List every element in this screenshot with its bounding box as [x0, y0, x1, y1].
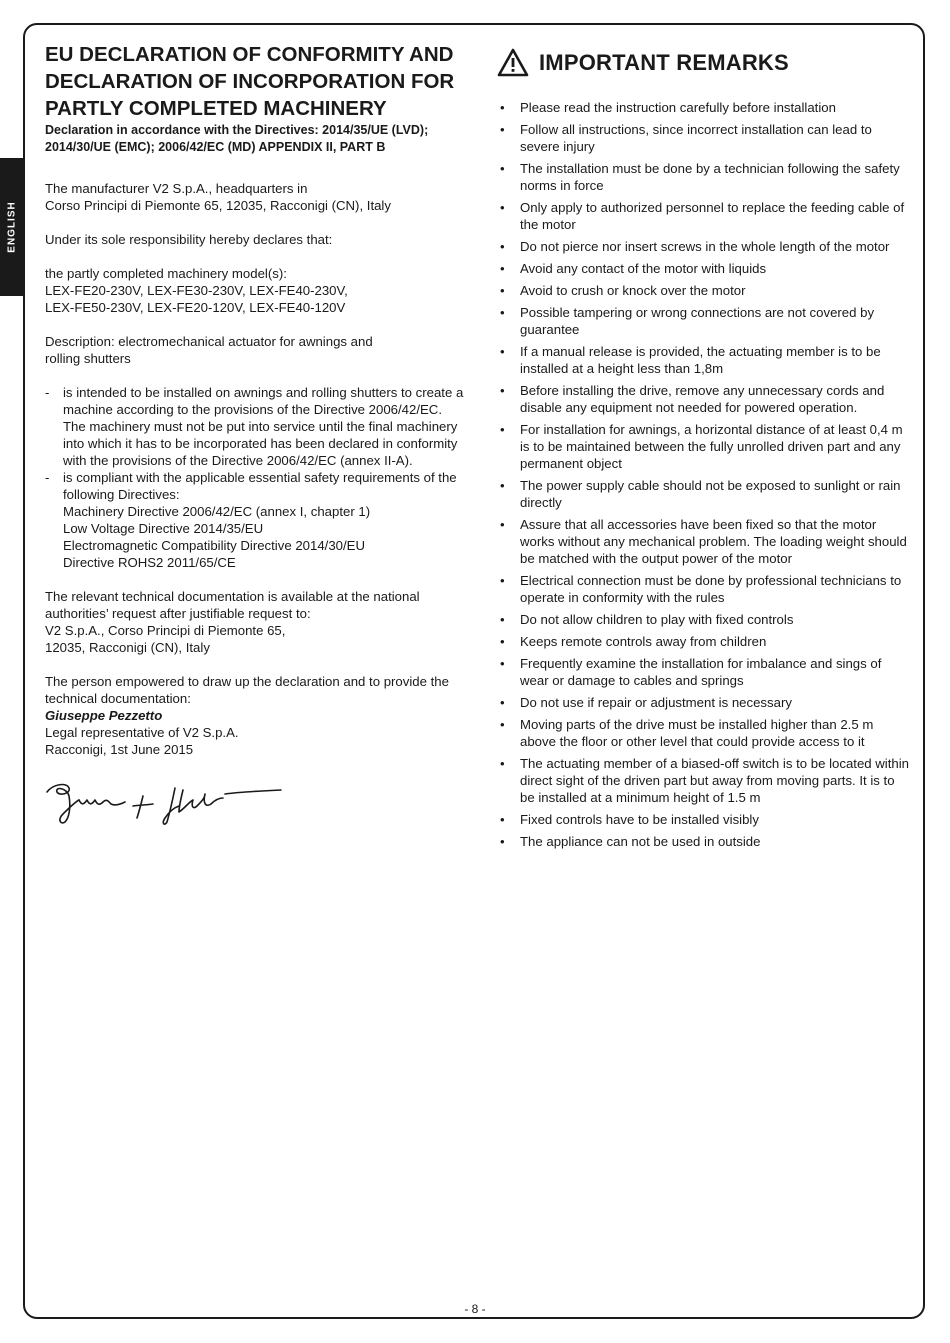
- signatory-role: Legal representative of V2 S.p.A.: [45, 725, 239, 740]
- bullet-dot: •: [500, 344, 505, 359]
- warning-triangle-icon: [497, 48, 529, 78]
- remarks-title: IMPORTANT REMARKS: [539, 50, 789, 75]
- directive-item: Low Voltage Directive 2014/35/EU: [63, 521, 264, 536]
- remark-item: [497, 611, 909, 628]
- dash-item-text: is intended to be installed on awnings and rolling shutters to create a machine according to the provisions of the Directive 2006/42/EC. The machinery must not be put into service until the final machinery into which it has to be incorporated has been declared in conformity with the provisions of the Directive 2006/42/EC (annex II-A).: [63, 385, 464, 468]
- remark-item: [497, 99, 909, 116]
- dash-marker: -: [45, 385, 50, 400]
- bullet-dot: •: [500, 383, 505, 398]
- language-tab-label: ENGLISH: [6, 201, 18, 253]
- declares-statement: Under its sole responsibility hereby declares that:: [45, 232, 333, 247]
- remark-item: [497, 260, 909, 277]
- remark-item: [497, 304, 909, 338]
- remark-item: [497, 477, 909, 511]
- remark-text: Electrical connection must be done by professional technicians to operate in conformity with the rules: [520, 573, 902, 605]
- remark-text: The installation must be done by a technician following the safety norms in force: [520, 161, 900, 193]
- remark-text: Before installing the drive, remove any unnecessary cords and disable any equipment not needed for powered operation.: [520, 383, 885, 415]
- remark-text: Please read the instruction carefully before installation: [520, 100, 836, 115]
- remark-text: Possible tampering or wrong connections are not covered by guarantee: [520, 305, 875, 337]
- remarks-list: [497, 99, 909, 850]
- bullet-dot: •: [500, 239, 505, 254]
- models-line-2: LEX-FE50-230V, LEX-FE20-120V, LEX-FE40-120V: [45, 300, 346, 315]
- remark-item: [497, 160, 909, 194]
- bullet-dot: •: [500, 695, 505, 710]
- dash-item-compliance: [45, 469, 465, 571]
- manufacturer-line-2: Corso Principi di Piemonte 65, 12035, Racconigi (CN), Italy: [45, 198, 391, 213]
- remark-text: Assure that all accessories have been fixed so that the motor works without any mechanical problem. The loading weight should be matched with the output power of the motor: [520, 517, 907, 566]
- bullet-dot: •: [500, 717, 505, 732]
- remark-item: [497, 716, 909, 750]
- documentation-address-line-1: V2 S.p.A., Corso Principi di Piemonte 65,: [45, 623, 286, 638]
- language-tab: [0, 158, 24, 296]
- empowered-person-statement: The person empowered to draw up the declaration and to provide the technical documentation:: [45, 674, 449, 706]
- handwritten-signature: [45, 778, 285, 828]
- remark-text: Frequently examine the installation for imbalance and sings of wear or damage to cables and springs: [520, 656, 882, 688]
- declaration-section: [45, 41, 465, 828]
- bullet-dot: •: [500, 517, 505, 532]
- bullet-dot: •: [500, 283, 505, 298]
- remark-item: [497, 633, 909, 650]
- bullet-dot: •: [500, 100, 505, 115]
- bullet-dot: •: [500, 422, 505, 437]
- dash-item-text: is compliant with the applicable essential safety requirements of the following Directives:: [63, 470, 457, 502]
- remark-item: [497, 572, 909, 606]
- bullet-dot: •: [500, 656, 505, 671]
- remark-item: [497, 238, 909, 255]
- models-intro: the partly completed machinery model(s):: [45, 266, 287, 281]
- directive-list: [63, 503, 465, 571]
- remark-item: [497, 811, 909, 828]
- remark-text: Keeps remote controls away from children: [520, 634, 767, 649]
- remark-text: Follow all instructions, since incorrect installation can lead to severe injury: [520, 122, 872, 154]
- bullet-dot: •: [500, 634, 505, 649]
- remark-item: [497, 655, 909, 689]
- description-line-1: Description: electromechanical actuator for awnings and: [45, 334, 373, 349]
- directive-item: Machinery Directive 2006/42/EC (annex I, chapter 1): [63, 504, 371, 519]
- remark-text: The actuating member of a biased-off switch is to be located within direct sight of the driven part but away from moving parts. It is to be installed at a minimum height of 1.5 m: [520, 756, 909, 805]
- remark-item: [497, 199, 909, 233]
- remark-text: The appliance can not be used in outside: [520, 834, 761, 849]
- bullet-dot: •: [500, 756, 505, 771]
- remark-text: Fixed controls have to be installed visibly: [520, 812, 759, 827]
- remark-item: [497, 833, 909, 850]
- remarks-section: [497, 41, 909, 855]
- remark-text: Avoid to crush or knock over the motor: [520, 283, 746, 298]
- bullet-dot: •: [500, 122, 505, 137]
- bullet-dot: •: [500, 812, 505, 827]
- remarks-header: [497, 41, 909, 85]
- remark-text: Do not pierce nor insert screws in the whole length of the motor: [520, 239, 890, 254]
- declaration-title: EU DECLARATION OF CONFORMITY AND DECLARATION OF INCORPORATION FOR PARTLY COMPLETED MACHINERY: [45, 43, 455, 120]
- bullet-dot: •: [500, 200, 505, 215]
- place-and-date: Racconigi, 1st June 2015: [45, 742, 194, 757]
- remark-item: [497, 282, 909, 299]
- bullet-dot: •: [500, 612, 505, 627]
- description-line-2: rolling shutters: [45, 351, 131, 366]
- remark-text: If a manual release is provided, the actuating member is to be installed at a height less than 1,8m: [520, 344, 881, 376]
- declaration-subtitle: Declaration in accordance with the Directives: 2014/35/UE (LVD); 2014/30/UE (EMC); 2006/42/EC (MD) APPENDIX II, PART B: [45, 123, 429, 154]
- remark-item: [497, 121, 909, 155]
- dash-item-incorporation: [45, 384, 465, 469]
- bullet-dot: •: [500, 161, 505, 176]
- remark-item: [497, 755, 909, 806]
- directive-item: Electromagnetic Compatibility Directive 2014/30/EU: [63, 538, 365, 553]
- documentation-address-line-2: 12035, Racconigi (CN), Italy: [45, 640, 210, 655]
- remark-item: [497, 382, 909, 416]
- signatory-name: Giuseppe Pezzetto: [45, 708, 163, 723]
- bullet-dot: •: [500, 305, 505, 320]
- remark-text: Do not allow children to play with fixed controls: [520, 612, 794, 627]
- remark-text: Avoid any contact of the motor with liquids: [520, 261, 767, 276]
- page-number: - 8 -: [464, 1302, 486, 1316]
- remark-item: [497, 343, 909, 377]
- remark-item: [497, 694, 909, 711]
- dash-marker: -: [45, 470, 50, 485]
- directive-item: Directive ROHS2 2011/65/CE: [63, 555, 236, 570]
- bullet-dot: •: [500, 478, 505, 493]
- bullet-dot: •: [500, 573, 505, 588]
- bullet-dot: •: [500, 834, 505, 849]
- documentation-statement: The relevant technical documentation is available at the national authorities’ request after justifiable request to:: [45, 589, 420, 621]
- remark-item: [497, 516, 909, 567]
- remark-text: Do not use if repair or adjustment is necessary: [520, 695, 792, 710]
- remark-text: For installation for awnings, a horizontal distance of at least 0,4 m is to be maintained between the fully unrolled driven part and any permanent object: [520, 422, 903, 471]
- remark-text: Only apply to authorized personnel to replace the feeding cable of the motor: [520, 200, 905, 232]
- remark-text: The power supply cable should not be exposed to sunlight or rain directly: [520, 478, 901, 510]
- manufacturer-line-1: The manufacturer V2 S.p.A., headquarters in: [45, 181, 308, 196]
- models-line-1: LEX-FE20-230V, LEX-FE30-230V, LEX-FE40-230V,: [45, 283, 348, 298]
- remark-text: Moving parts of the drive must be installed higher than 2.5 m above the floor or other level that could provide access to it: [520, 717, 874, 749]
- bullet-dot: •: [500, 261, 505, 276]
- remark-item: [497, 421, 909, 472]
